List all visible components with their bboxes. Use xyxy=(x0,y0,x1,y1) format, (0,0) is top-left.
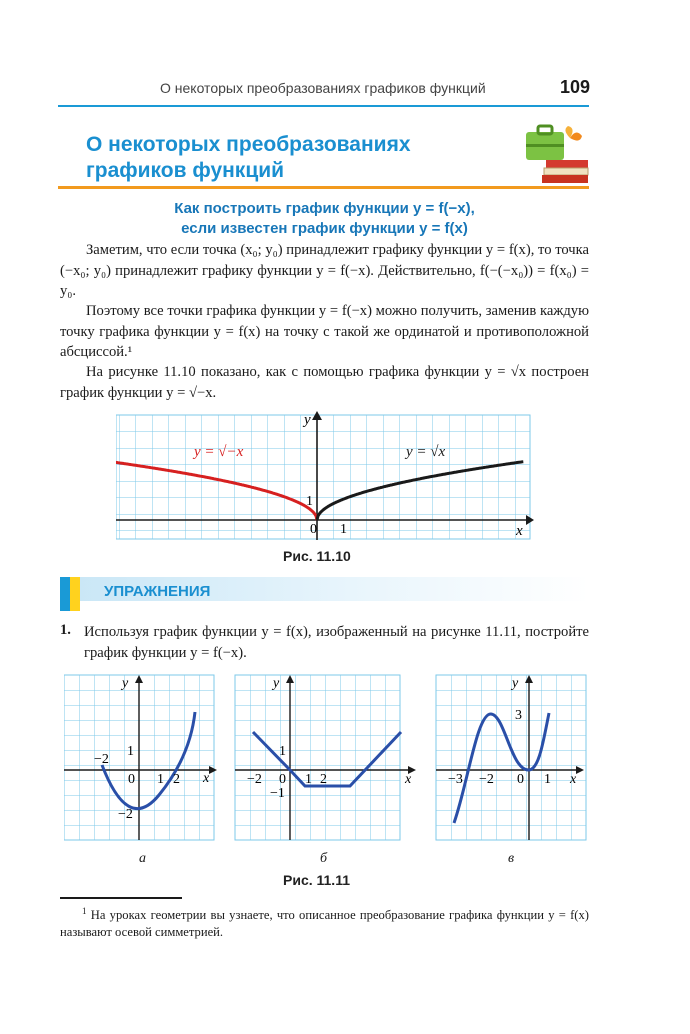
axis-c-x: x xyxy=(570,772,577,787)
tick-c-neg2x: −2 xyxy=(479,772,494,787)
exercises-title: УПРАЖНЕНИЯ xyxy=(104,583,211,600)
footnote-text: На уроках геометрии вы узнаете, что описанное преобразование графика функции y = f(x) называют осевой симметрией. xyxy=(60,908,589,940)
tick-a-1x: 1 xyxy=(157,772,164,787)
tick-c-3y: 3 xyxy=(515,708,522,723)
tick-a-0: 0 xyxy=(128,772,135,787)
subsection-title-line2: если известен график функции y = f(x) xyxy=(181,220,468,237)
section-title xyxy=(86,132,516,184)
figure-11-11-a xyxy=(64,673,219,843)
page-number: 109 xyxy=(560,77,591,97)
paragraph-1: Заметим, что если точка (x₀; y₀) принадлежит графику функции y = f(x), то точка (−x₀; y₀) принадлежит графику функции y = f(−x). Действительно, f(−(−x₀)) = f(x₀) = y₀. xyxy=(60,242,589,299)
tick-b-1x: 1 xyxy=(305,772,312,787)
tick-b-2x: 2 xyxy=(320,772,327,787)
figure-11-11-c xyxy=(433,673,588,843)
paragraph-2: Поэтому все точки графика функции y = f(−x) можно получить, заменив каждую точку графика функции y = f(x) на точку с такой же ординатой и противоположной абсциссой.¹ xyxy=(60,303,589,360)
subsection-title-line1: Как построить график функции y = f(−x), xyxy=(174,200,475,217)
tick-c-neg3x: −3 xyxy=(448,772,463,787)
axis-b-y: y xyxy=(273,676,280,691)
label-sqrt-x: y = √x xyxy=(406,444,446,460)
running-title: О некоторых преобразованиях графиков функций xyxy=(160,80,486,96)
tick-c-0: 0 xyxy=(517,772,524,787)
section-title-line1: О некоторых преобразованиях xyxy=(86,133,411,156)
tick-a-2x: 2 xyxy=(173,772,180,787)
subsection-title xyxy=(60,199,589,239)
y-axis-label: y xyxy=(304,412,311,428)
y-tick-label: 1 xyxy=(306,494,313,509)
tick-c-1x: 1 xyxy=(544,772,551,787)
label-sqrt-neg-x: y = √−x xyxy=(194,444,244,460)
footnote-mark: 1 xyxy=(82,906,87,916)
figure-11-10 xyxy=(116,410,536,542)
axis-c-y: y xyxy=(512,676,519,691)
x-axis-label: x xyxy=(516,523,523,539)
books-icon xyxy=(520,124,592,186)
section-rule xyxy=(58,186,589,189)
figure-11-10-caption: Рис. 11.10 xyxy=(283,548,351,564)
section-title-line2: графиков функций xyxy=(86,159,285,182)
subfigure-letter-c: в xyxy=(508,851,515,866)
exercises-marker-blue xyxy=(60,577,70,611)
axis-b-x: x xyxy=(405,772,412,787)
tick-a-neg2x: −2 xyxy=(94,752,109,767)
exercise-1-number: 1. xyxy=(60,622,71,638)
axis-a-x: x xyxy=(203,771,210,786)
tick-b-neg1y: −1 xyxy=(270,786,285,801)
subfigure-letter-b: б xyxy=(320,851,328,866)
subfigure-letter-a: а xyxy=(139,851,146,866)
tick-b-0: 0 xyxy=(279,772,286,787)
footnote-rule xyxy=(60,897,182,899)
figure-11-11-caption: Рис. 11.11 xyxy=(283,872,350,888)
exercises-marker-yellow xyxy=(70,577,80,611)
footnote xyxy=(60,903,589,941)
figure-11-11-b xyxy=(233,673,418,843)
paragraph-3: На рисунке 11.10 показано, как с помощью графика функции y = √x построен график функции y = √−x. xyxy=(60,364,589,401)
x-tick-label: 1 xyxy=(340,522,347,537)
tick-a-neg2y: −2 xyxy=(118,807,133,822)
axis-a-y: y xyxy=(122,676,129,691)
exercise-1-text: Используя график функции y = f(x), изображенный на рисунке 11.11, постройте график функции y = f(−x). xyxy=(84,624,589,661)
tick-b-1y: 1 xyxy=(279,744,286,759)
origin-label: 0 xyxy=(310,522,317,537)
header-rule xyxy=(58,105,589,107)
tick-b-neg2x: −2 xyxy=(247,772,262,787)
tick-a-1y: 1 xyxy=(127,744,134,759)
